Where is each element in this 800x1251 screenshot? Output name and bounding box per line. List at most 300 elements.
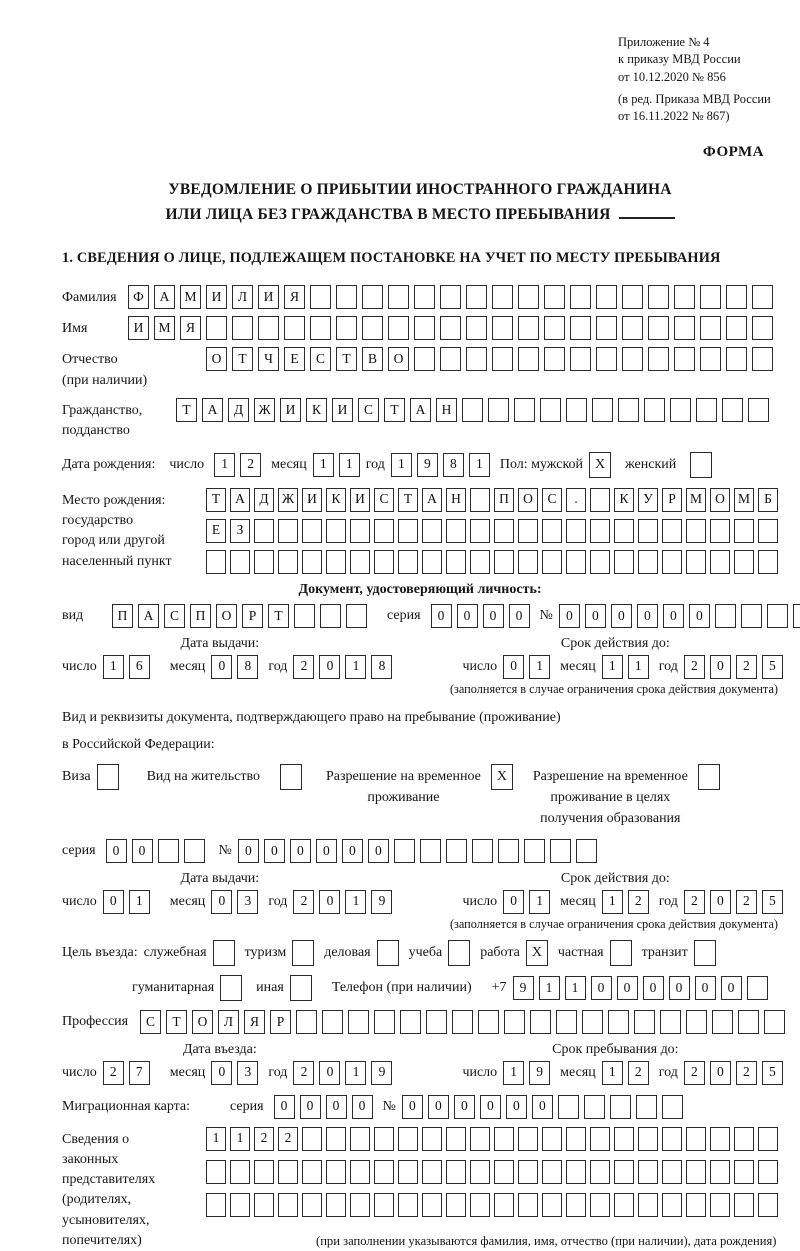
char-cell[interactable]: 2 <box>293 655 314 679</box>
char-cell[interactable]: С <box>164 604 185 628</box>
char-cell[interactable]: О <box>206 347 227 371</box>
char-cell[interactable]: А <box>154 285 175 309</box>
char-cell[interactable]: О <box>388 347 409 371</box>
char-cell[interactable] <box>584 1095 605 1119</box>
sex-female-checkbox[interactable] <box>690 452 712 478</box>
char-cell[interactable] <box>662 1127 682 1151</box>
char-cell[interactable] <box>566 1193 586 1217</box>
char-cell[interactable] <box>326 550 346 574</box>
char-cell[interactable] <box>540 398 561 422</box>
char-cell[interactable]: 2 <box>254 1127 274 1151</box>
char-cell[interactable] <box>374 1127 394 1151</box>
char-cell[interactable]: 1 <box>529 655 550 679</box>
char-cell[interactable] <box>374 519 394 543</box>
char-cell[interactable] <box>326 1127 346 1151</box>
char-cell[interactable]: 0 <box>689 604 710 628</box>
char-cell[interactable]: С <box>310 347 331 371</box>
char-cell[interactable] <box>470 1160 490 1184</box>
char-cell[interactable] <box>550 839 571 863</box>
char-cell[interactable] <box>400 1010 421 1034</box>
char-cell[interactable]: 0 <box>480 1095 501 1119</box>
char-cell[interactable] <box>184 839 205 863</box>
char-cell[interactable] <box>570 316 591 340</box>
char-cell[interactable] <box>446 1127 466 1151</box>
char-cell[interactable] <box>466 285 487 309</box>
char-cell[interactable] <box>614 1160 634 1184</box>
char-cell[interactable] <box>610 1095 631 1119</box>
char-cell[interactable] <box>710 519 730 543</box>
char-cell[interactable]: О <box>518 488 538 512</box>
char-cell[interactable] <box>336 285 357 309</box>
char-cell[interactable]: 2 <box>684 655 705 679</box>
purpose-tourism-checkbox[interactable] <box>292 940 314 966</box>
char-cell[interactable]: 0 <box>211 1061 232 1085</box>
char-cell[interactable]: 1 <box>602 890 623 914</box>
char-cell[interactable]: 2 <box>628 1061 649 1085</box>
char-cell[interactable] <box>336 316 357 340</box>
char-cell[interactable] <box>504 1010 525 1034</box>
char-cell[interactable] <box>232 316 253 340</box>
char-cell[interactable]: Ч <box>258 347 279 371</box>
char-cell[interactable]: 1 <box>129 890 150 914</box>
char-cell[interactable] <box>278 1193 298 1217</box>
char-cell[interactable]: А <box>422 488 442 512</box>
char-cell[interactable] <box>302 1193 322 1217</box>
char-cell[interactable] <box>700 347 721 371</box>
char-cell[interactable]: Л <box>218 1010 239 1034</box>
char-cell[interactable]: 2 <box>278 1127 298 1151</box>
char-cell[interactable]: Р <box>242 604 263 628</box>
char-cell[interactable]: 1 <box>602 655 623 679</box>
char-cell[interactable]: И <box>128 316 149 340</box>
char-cell[interactable] <box>758 519 778 543</box>
char-cell[interactable] <box>422 1193 442 1217</box>
purpose-transit-checkbox[interactable] <box>694 940 716 966</box>
char-cell[interactable] <box>470 550 490 574</box>
char-cell[interactable] <box>420 839 441 863</box>
char-cell[interactable] <box>494 1127 514 1151</box>
char-cell[interactable]: Я <box>244 1010 265 1034</box>
char-cell[interactable]: 2 <box>628 890 649 914</box>
char-cell[interactable] <box>440 285 461 309</box>
char-cell[interactable]: Т <box>384 398 405 422</box>
char-cell[interactable] <box>686 1193 706 1217</box>
visa-checkbox[interactable] <box>97 764 119 790</box>
char-cell[interactable] <box>230 1160 250 1184</box>
char-cell[interactable] <box>592 398 613 422</box>
char-cell[interactable]: Т <box>336 347 357 371</box>
char-cell[interactable]: Н <box>446 488 466 512</box>
char-cell[interactable]: П <box>494 488 514 512</box>
char-cell[interactable] <box>524 839 545 863</box>
char-cell[interactable]: 1 <box>345 1061 366 1085</box>
char-cell[interactable]: Т <box>232 347 253 371</box>
char-cell[interactable]: 2 <box>103 1061 124 1085</box>
char-cell[interactable]: О <box>192 1010 213 1034</box>
char-cell[interactable] <box>710 1193 730 1217</box>
char-cell[interactable]: 0 <box>368 839 389 863</box>
char-cell[interactable] <box>670 398 691 422</box>
char-cell[interactable] <box>710 1160 730 1184</box>
char-cell[interactable]: 2 <box>736 655 757 679</box>
char-cell[interactable]: 0 <box>319 890 340 914</box>
char-cell[interactable] <box>566 519 586 543</box>
char-cell[interactable] <box>614 519 634 543</box>
char-cell[interactable] <box>662 1095 683 1119</box>
char-cell[interactable] <box>738 1010 759 1034</box>
char-cell[interactable]: 1 <box>391 453 412 477</box>
char-cell[interactable]: 0 <box>559 604 580 628</box>
char-cell[interactable] <box>284 316 305 340</box>
char-cell[interactable] <box>470 519 490 543</box>
char-cell[interactable] <box>674 285 695 309</box>
char-cell[interactable]: 0 <box>290 839 311 863</box>
char-cell[interactable]: 0 <box>532 1095 553 1119</box>
char-cell[interactable] <box>758 550 778 574</box>
char-cell[interactable]: Р <box>662 488 682 512</box>
char-cell[interactable] <box>648 316 669 340</box>
char-cell[interactable]: 1 <box>345 890 366 914</box>
char-cell[interactable] <box>494 1160 514 1184</box>
char-cell[interactable]: Ф <box>128 285 149 309</box>
char-cell[interactable]: О <box>216 604 237 628</box>
char-cell[interactable]: 0 <box>106 839 127 863</box>
char-cell[interactable] <box>230 1193 250 1217</box>
char-cell[interactable]: 0 <box>319 1061 340 1085</box>
char-cell[interactable]: К <box>306 398 327 422</box>
char-cell[interactable]: 5 <box>762 655 783 679</box>
char-cell[interactable] <box>590 1160 610 1184</box>
char-cell[interactable] <box>514 398 535 422</box>
purpose-private-checkbox[interactable] <box>610 940 632 966</box>
char-cell[interactable] <box>470 1127 490 1151</box>
char-cell[interactable] <box>544 347 565 371</box>
char-cell[interactable]: 0 <box>264 839 285 863</box>
char-cell[interactable] <box>518 285 539 309</box>
char-cell[interactable]: 1 <box>230 1127 250 1151</box>
char-cell[interactable]: Ж <box>254 398 275 422</box>
char-cell[interactable]: 1 <box>602 1061 623 1085</box>
char-cell[interactable]: 0 <box>132 839 153 863</box>
char-cell[interactable] <box>258 316 279 340</box>
char-cell[interactable]: М <box>180 285 201 309</box>
char-cell[interactable]: И <box>258 285 279 309</box>
char-cell[interactable]: 9 <box>529 1061 550 1085</box>
char-cell[interactable]: 9 <box>371 1061 392 1085</box>
char-cell[interactable] <box>530 1010 551 1034</box>
char-cell[interactable]: 1 <box>628 655 649 679</box>
char-cell[interactable]: 0 <box>695 976 716 1000</box>
char-cell[interactable]: А <box>138 604 159 628</box>
char-cell[interactable] <box>542 1193 562 1217</box>
char-cell[interactable] <box>644 398 665 422</box>
char-cell[interactable]: Р <box>270 1010 291 1034</box>
char-cell[interactable] <box>446 839 467 863</box>
char-cell[interactable] <box>570 285 591 309</box>
char-cell[interactable]: И <box>350 488 370 512</box>
char-cell[interactable]: 9 <box>513 976 534 1000</box>
char-cell[interactable] <box>478 1010 499 1034</box>
char-cell[interactable] <box>388 316 409 340</box>
char-cell[interactable] <box>326 1160 346 1184</box>
char-cell[interactable] <box>566 1127 586 1151</box>
char-cell[interactable] <box>206 316 227 340</box>
char-cell[interactable] <box>726 285 747 309</box>
char-cell[interactable] <box>558 1095 579 1119</box>
char-cell[interactable]: 8 <box>443 453 464 477</box>
char-cell[interactable]: 1 <box>103 655 124 679</box>
char-cell[interactable] <box>518 1193 538 1217</box>
char-cell[interactable] <box>715 604 736 628</box>
char-cell[interactable] <box>422 1160 442 1184</box>
char-cell[interactable]: 0 <box>428 1095 449 1119</box>
char-cell[interactable] <box>636 1095 657 1119</box>
char-cell[interactable] <box>296 1010 317 1034</box>
char-cell[interactable]: 2 <box>684 890 705 914</box>
char-cell[interactable] <box>230 550 250 574</box>
char-cell[interactable]: 0 <box>319 655 340 679</box>
char-cell[interactable]: 0 <box>617 976 638 1000</box>
char-cell[interactable] <box>686 550 706 574</box>
char-cell[interactable]: 0 <box>663 604 684 628</box>
char-cell[interactable] <box>470 1193 490 1217</box>
char-cell[interactable] <box>254 550 274 574</box>
char-cell[interactable]: 0 <box>509 604 530 628</box>
char-cell[interactable] <box>374 550 394 574</box>
char-cell[interactable] <box>278 1160 298 1184</box>
char-cell[interactable] <box>608 1010 629 1034</box>
char-cell[interactable]: М <box>154 316 175 340</box>
char-cell[interactable] <box>374 1160 394 1184</box>
char-cell[interactable] <box>726 316 747 340</box>
char-cell[interactable]: Я <box>180 316 201 340</box>
char-cell[interactable] <box>542 550 562 574</box>
char-cell[interactable]: 9 <box>417 453 438 477</box>
char-cell[interactable] <box>362 316 383 340</box>
char-cell[interactable] <box>752 285 773 309</box>
char-cell[interactable] <box>362 285 383 309</box>
char-cell[interactable]: 1 <box>529 890 550 914</box>
char-cell[interactable] <box>793 604 800 628</box>
purpose-official-checkbox[interactable] <box>213 940 235 966</box>
char-cell[interactable]: К <box>614 488 634 512</box>
char-cell[interactable] <box>398 1193 418 1217</box>
char-cell[interactable] <box>494 550 514 574</box>
char-cell[interactable]: С <box>374 488 394 512</box>
char-cell[interactable]: С <box>140 1010 161 1034</box>
char-cell[interactable]: Ж <box>278 488 298 512</box>
char-cell[interactable] <box>278 519 298 543</box>
char-cell[interactable]: . <box>566 488 586 512</box>
char-cell[interactable]: Б <box>758 488 778 512</box>
char-cell[interactable] <box>660 1010 681 1034</box>
char-cell[interactable] <box>674 316 695 340</box>
char-cell[interactable]: 2 <box>736 890 757 914</box>
char-cell[interactable] <box>758 1160 778 1184</box>
char-cell[interactable] <box>452 1010 473 1034</box>
char-cell[interactable]: 1 <box>565 976 586 1000</box>
char-cell[interactable]: 2 <box>240 453 261 477</box>
char-cell[interactable]: У <box>638 488 658 512</box>
char-cell[interactable] <box>326 1193 346 1217</box>
char-cell[interactable]: 0 <box>503 890 524 914</box>
char-cell[interactable] <box>590 488 610 512</box>
char-cell[interactable] <box>302 519 322 543</box>
char-cell[interactable] <box>638 1160 658 1184</box>
char-cell[interactable] <box>350 1193 370 1217</box>
char-cell[interactable]: 1 <box>206 1127 226 1151</box>
char-cell[interactable] <box>158 839 179 863</box>
char-cell[interactable] <box>747 976 768 1000</box>
char-cell[interactable] <box>492 347 513 371</box>
char-cell[interactable] <box>422 550 442 574</box>
char-cell[interactable] <box>322 1010 343 1034</box>
char-cell[interactable] <box>446 1160 466 1184</box>
char-cell[interactable] <box>734 519 754 543</box>
char-cell[interactable]: А <box>230 488 250 512</box>
char-cell[interactable] <box>674 347 695 371</box>
char-cell[interactable] <box>466 347 487 371</box>
char-cell[interactable] <box>686 519 706 543</box>
char-cell[interactable] <box>734 1160 754 1184</box>
char-cell[interactable] <box>350 550 370 574</box>
char-cell[interactable] <box>590 550 610 574</box>
char-cell[interactable] <box>566 1160 586 1184</box>
char-cell[interactable] <box>734 1193 754 1217</box>
char-cell[interactable] <box>734 550 754 574</box>
char-cell[interactable]: 0 <box>402 1095 423 1119</box>
char-cell[interactable] <box>638 519 658 543</box>
char-cell[interactable] <box>614 1127 634 1151</box>
char-cell[interactable] <box>518 347 539 371</box>
char-cell[interactable] <box>374 1010 395 1034</box>
char-cell[interactable] <box>414 285 435 309</box>
char-cell[interactable] <box>446 519 466 543</box>
char-cell[interactable]: 0 <box>352 1095 373 1119</box>
char-cell[interactable]: Я <box>284 285 305 309</box>
char-cell[interactable]: С <box>542 488 562 512</box>
char-cell[interactable] <box>648 285 669 309</box>
char-cell[interactable]: З <box>230 519 250 543</box>
char-cell[interactable] <box>518 519 538 543</box>
char-cell[interactable] <box>686 1127 706 1151</box>
char-cell[interactable] <box>302 550 322 574</box>
char-cell[interactable]: 1 <box>469 453 490 477</box>
char-cell[interactable]: 2 <box>293 1061 314 1085</box>
char-cell[interactable]: 1 <box>345 655 366 679</box>
char-cell[interactable] <box>582 1010 603 1034</box>
char-cell[interactable] <box>566 398 587 422</box>
char-cell[interactable] <box>462 398 483 422</box>
char-cell[interactable]: 0 <box>342 839 363 863</box>
char-cell[interactable]: 0 <box>274 1095 295 1119</box>
char-cell[interactable] <box>470 488 490 512</box>
char-cell[interactable] <box>446 550 466 574</box>
char-cell[interactable] <box>576 839 597 863</box>
char-cell[interactable]: А <box>410 398 431 422</box>
char-cell[interactable] <box>254 1193 274 1217</box>
char-cell[interactable] <box>348 1010 369 1034</box>
purpose-study-checkbox[interactable] <box>448 940 470 966</box>
char-cell[interactable]: С <box>358 398 379 422</box>
char-cell[interactable]: 0 <box>103 890 124 914</box>
char-cell[interactable]: 0 <box>483 604 504 628</box>
char-cell[interactable] <box>398 519 418 543</box>
char-cell[interactable]: 0 <box>300 1095 321 1119</box>
char-cell[interactable] <box>414 316 435 340</box>
residence-permit-checkbox[interactable] <box>280 764 302 790</box>
char-cell[interactable] <box>398 550 418 574</box>
char-cell[interactable] <box>494 1193 514 1217</box>
char-cell[interactable]: А <box>202 398 223 422</box>
char-cell[interactable]: 2 <box>684 1061 705 1085</box>
char-cell[interactable] <box>686 1160 706 1184</box>
char-cell[interactable] <box>350 1127 370 1151</box>
char-cell[interactable]: 1 <box>503 1061 524 1085</box>
char-cell[interactable]: Л <box>232 285 253 309</box>
char-cell[interactable]: 1 <box>313 453 334 477</box>
char-cell[interactable]: 0 <box>643 976 664 1000</box>
char-cell[interactable] <box>472 839 493 863</box>
char-cell[interactable]: П <box>190 604 211 628</box>
char-cell[interactable]: 0 <box>710 890 731 914</box>
char-cell[interactable]: 0 <box>721 976 742 1000</box>
char-cell[interactable]: 3 <box>237 1061 258 1085</box>
char-cell[interactable]: К <box>326 488 346 512</box>
char-cell[interactable] <box>700 316 721 340</box>
char-cell[interactable] <box>346 604 367 628</box>
char-cell[interactable] <box>570 347 591 371</box>
char-cell[interactable] <box>596 285 617 309</box>
char-cell[interactable] <box>518 316 539 340</box>
char-cell[interactable] <box>686 1010 707 1034</box>
char-cell[interactable]: М <box>734 488 754 512</box>
char-cell[interactable]: И <box>206 285 227 309</box>
char-cell[interactable] <box>590 519 610 543</box>
char-cell[interactable]: М <box>686 488 706 512</box>
char-cell[interactable] <box>254 1160 274 1184</box>
char-cell[interactable]: 0 <box>316 839 337 863</box>
char-cell[interactable]: 8 <box>237 655 258 679</box>
char-cell[interactable] <box>498 839 519 863</box>
char-cell[interactable]: 0 <box>669 976 690 1000</box>
char-cell[interactable]: 0 <box>585 604 606 628</box>
purpose-business-checkbox[interactable] <box>377 940 399 966</box>
char-cell[interactable]: 0 <box>710 655 731 679</box>
char-cell[interactable] <box>278 550 298 574</box>
char-cell[interactable] <box>767 604 788 628</box>
char-cell[interactable] <box>648 347 669 371</box>
char-cell[interactable] <box>734 1127 754 1151</box>
char-cell[interactable] <box>758 1127 778 1151</box>
char-cell[interactable] <box>518 550 538 574</box>
char-cell[interactable] <box>426 1010 447 1034</box>
char-cell[interactable] <box>622 316 643 340</box>
char-cell[interactable] <box>466 316 487 340</box>
char-cell[interactable]: Д <box>228 398 249 422</box>
sex-male-checkbox[interactable]: X <box>589 452 611 478</box>
char-cell[interactable] <box>726 347 747 371</box>
char-cell[interactable] <box>618 398 639 422</box>
char-cell[interactable] <box>446 1193 466 1217</box>
char-cell[interactable] <box>622 347 643 371</box>
purpose-humanitarian-checkbox[interactable] <box>220 975 242 1001</box>
char-cell[interactable]: 8 <box>371 655 392 679</box>
char-cell[interactable]: 6 <box>129 655 150 679</box>
char-cell[interactable] <box>206 1193 226 1217</box>
char-cell[interactable] <box>752 347 773 371</box>
char-cell[interactable] <box>638 1127 658 1151</box>
